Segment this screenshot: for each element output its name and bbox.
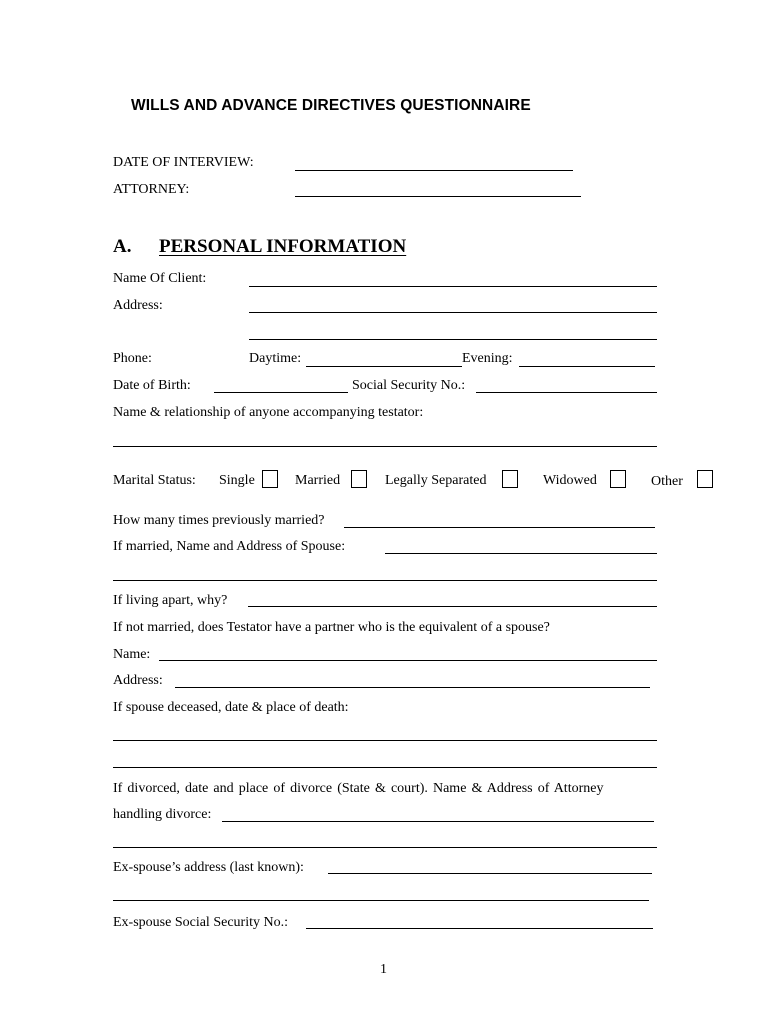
- date-of-interview-label: DATE OF INTERVIEW:: [113, 155, 254, 170]
- spouse-deceased-label: If spouse deceased, date & place of death:: [113, 700, 349, 715]
- widowed-checkbox[interactable]: [610, 470, 626, 488]
- marital-status-label: Marital Status:: [113, 473, 196, 488]
- single-checkbox[interactable]: [262, 470, 278, 488]
- times-married-label: How many times previously married?: [113, 513, 325, 528]
- phone-label: Phone:: [113, 351, 152, 366]
- partner-name-field[interactable]: [159, 660, 657, 661]
- page-number: 1: [380, 962, 387, 977]
- spouse-name-address-field-line-1[interactable]: [385, 553, 657, 554]
- spouse-deceased-field-line-2[interactable]: [113, 767, 657, 768]
- attorney-label: ATTORNEY:: [113, 182, 190, 197]
- address-field-line-1[interactable]: [249, 312, 657, 313]
- attorney-field[interactable]: [295, 196, 581, 197]
- ex-spouse-address-field-line-1[interactable]: [328, 873, 652, 874]
- partner-name-label: Name:: [113, 647, 151, 662]
- name-of-client-field[interactable]: [249, 286, 657, 287]
- daytime-label: Daytime:: [249, 351, 302, 366]
- divorce-attorney-field[interactable]: [222, 821, 654, 822]
- ex-spouse-ssn-field[interactable]: [306, 928, 653, 929]
- section-a-title: PERSONAL INFORMATION: [159, 236, 407, 257]
- divorced-label-line-1: If divorced, date and place of divorce (State & court). Name & Address of Attorney: [113, 781, 604, 796]
- divorce-details-field[interactable]: [113, 847, 657, 848]
- evening-phone-field[interactable]: [519, 366, 655, 367]
- partner-question: If not married, does Testator have a partner who is the equivalent of a spouse?: [113, 620, 550, 635]
- section-a-letter: A.: [113, 236, 132, 257]
- times-married-field[interactable]: [344, 527, 655, 528]
- option-widowed-label: Widowed: [543, 473, 597, 488]
- spouse-name-address-label: If married, Name and Address of Spouse:: [113, 539, 346, 554]
- ex-spouse-address-label: Ex-spouse’s address (last known):: [113, 860, 304, 875]
- living-apart-label: If living apart, why?: [113, 593, 228, 608]
- date-of-birth-field[interactable]: [214, 392, 348, 393]
- ex-spouse-ssn-label: Ex-spouse Social Security No.:: [113, 915, 288, 930]
- divorced-label-line-2: handling divorce:: [113, 807, 212, 822]
- accompanying-field[interactable]: [113, 446, 657, 447]
- option-legally-separated-label: Legally Separated: [385, 473, 487, 488]
- partner-address-field[interactable]: [175, 687, 650, 688]
- other-checkbox[interactable]: [697, 470, 713, 488]
- option-single-label: Single: [219, 473, 255, 488]
- spouse-name-address-field-line-2[interactable]: [113, 580, 657, 581]
- married-checkbox[interactable]: [351, 470, 367, 488]
- accompanying-label: Name & relationship of anyone accompanying testator:: [113, 405, 424, 420]
- ssn-field[interactable]: [476, 392, 657, 393]
- partner-address-label: Address:: [113, 673, 163, 688]
- spouse-deceased-field-line-1[interactable]: [113, 740, 657, 741]
- ex-spouse-address-field-line-2[interactable]: [113, 900, 649, 901]
- name-of-client-label: Name Of Client:: [113, 271, 207, 286]
- living-apart-field[interactable]: [248, 606, 657, 607]
- legally-separated-checkbox[interactable]: [502, 470, 518, 488]
- address-label: Address:: [113, 298, 163, 313]
- option-married-label: Married: [295, 473, 341, 488]
- date-of-interview-field[interactable]: [295, 170, 573, 171]
- daytime-phone-field[interactable]: [306, 366, 462, 367]
- evening-label: Evening:: [462, 351, 513, 366]
- option-other-label: Other: [651, 474, 683, 489]
- ssn-label: Social Security No.:: [352, 378, 466, 393]
- page-title: WILLS AND ADVANCE DIRECTIVES QUESTIONNAIRE: [131, 97, 531, 114]
- address-field-line-2[interactable]: [249, 339, 657, 340]
- date-of-birth-label: Date of Birth:: [113, 378, 191, 393]
